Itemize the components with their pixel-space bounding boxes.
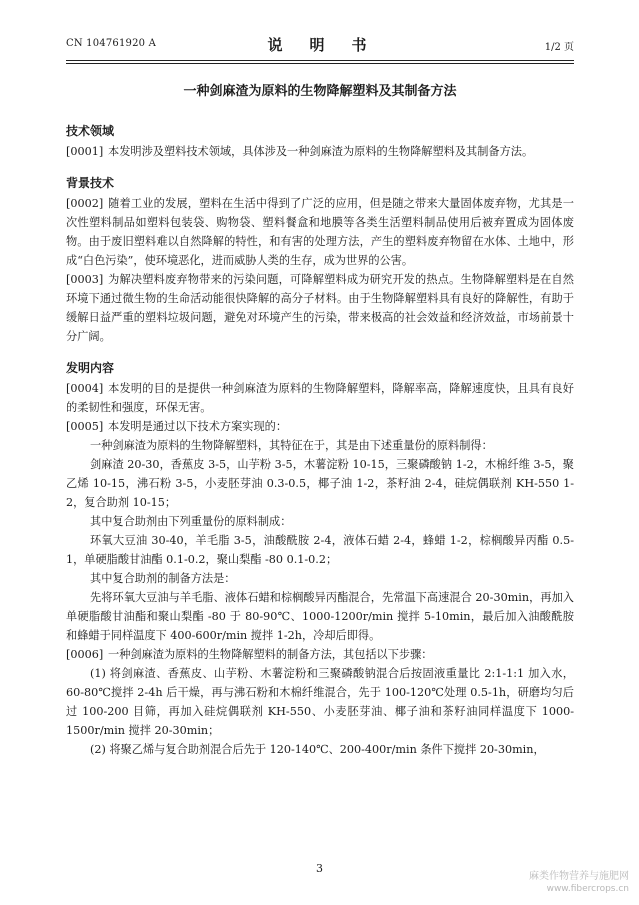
- paragraph-text: 本发明涉及塑料技术领域，具体涉及一种剑麻渣为原料的生物降解塑料及其制备方法。: [108, 145, 534, 158]
- paragraph-0006-step1: (1) 将剑麻渣、香蕉皮、山芋粉、木薯淀粉和三聚磷酸钠混合后按固液重量比 2:1-1:1 加入水，60-80℃搅拌 2-4h 后干燥，再与沸石粉和木棉纤维混合，先于 100-120℃处理 0.5-1h，研磨均匀后过 100-200 目筛，再加入硅烷偶联剂 KH-550、小麦胚芽油、椰子油和茶籽油同样温度下 1000-1500r/min 搅拌 20-30min；: [66, 667, 574, 737]
- paragraph-0006-step2: (2) 将聚乙烯与复合助剂混合后先于 120-140℃、200-400r/min 条件下搅拌 20-30min，: [90, 743, 545, 756]
- paragraph-text: 一种剑麻渣为原料的生物降解塑料的制备方法，其包括以下步骤：: [108, 648, 433, 661]
- paragraph-0001: [66, 142, 574, 161]
- paragraph-number: [0006]: [66, 648, 104, 661]
- paragraph-text: 本发明的目的是提供一种剑麻渣为原料的生物降解塑料，降解率高，降解速度快，且具有良好的柔韧性和强度，环保无害。: [66, 382, 574, 414]
- page-number: 3: [316, 862, 323, 875]
- header-rule-thin: [66, 63, 574, 64]
- paragraph-0003: [66, 270, 574, 346]
- watermark-title: 麻类作物营养与施肥网: [529, 871, 629, 882]
- paragraph-number: [0003]: [66, 273, 104, 286]
- patent-title: 一种剑麻渣为原料的生物降解塑料及其制备方法: [183, 84, 457, 99]
- section-heading-invention: 发明内容: [66, 361, 115, 375]
- paragraph-0004: [66, 379, 574, 417]
- paragraph-text: 随着工业的发展，塑料在生活中得到了广泛的应用，但是随之带来大量固体废弃物，尤其是一次性塑料制品如塑料包装袋、购物袋、塑料餐盒和地膜等各类生活塑料制品使用后被弃置成为固体废物。由于废旧塑料难以自然降解的特性，和有害的处理方法，产生的塑料废弃物留在水体、土地中，形成“白色污染”，使环境恶化，进而威胁人类的生存，成为世界的公害。: [66, 197, 574, 267]
- header-rule-thick: [66, 60, 574, 61]
- paragraph-0005-line2: 其中复合助剂由下列重量份的原料制成：: [90, 515, 292, 528]
- paragraph-0002: [66, 194, 574, 270]
- paragraph-number: [0004]: [66, 382, 104, 395]
- document-type: 说 明 书: [267, 36, 373, 54]
- paragraph-text: 为解决塑料废弃物带来的污染问题，可降解塑料成为研究开发的热点。生物降解塑料是在自然环境下通过微生物的生命活动能很快降解的高分子材料。由于生物降解塑料具有良好的降解性，有助于缓解日益严重的塑料垃圾问题，避免对环境产生的污染，带来极高的社会效益和经济效益，市场前景十分广阔。: [66, 273, 574, 343]
- section-heading-tech-field: 技术领域: [66, 124, 115, 138]
- paragraph-text: 本发明是通过以下技术方案实现的：: [108, 420, 288, 433]
- paragraph-0005-line1: 一种剑麻渣为原料的生物降解塑料，其特征在于，其是由下述重量份的原料制得：: [90, 439, 493, 452]
- page-info: 1/2 页: [544, 42, 574, 53]
- document-body: [66, 120, 574, 759]
- paragraph-number: [0001]: [66, 145, 104, 158]
- paragraph-0005-aux-composition: 环氧大豆油 30-40，羊毛脂 3-5，油酸酰胺 2-4，液体石蜡 2-4，蜂蜡 1-2，棕榈酸异丙酯 0.5-1，单硬脂酸甘油酯 0.1-0.2，聚山梨酯 -80 0.1-0.2；: [66, 534, 574, 566]
- paragraph-number: [0002]: [66, 197, 104, 210]
- paragraph-0006: [66, 645, 574, 664]
- paragraph-0005-aux-method: 先将环氧大豆油与羊毛脂、液体石蜡和棕榈酸异丙酯混合，先常温下高速混合 20-30min，再加入单硬脂酸甘油酯和聚山梨酯 -80 于 80-90℃、1000-1200r/min 搅拌 5-10min，最后加入油酸酰胺和蜂蜡于同样温度下 400-600r/min 搅拌 1-2h，冷却后即得。: [66, 591, 574, 642]
- paragraph-0005-line3: 其中复合助剂的制备方法是：: [90, 572, 236, 585]
- paragraph-number: [0005]: [66, 420, 104, 433]
- publication-number: CN 104761920 A: [66, 38, 157, 49]
- paragraph-0005: [66, 417, 574, 436]
- watermark: [529, 871, 629, 895]
- page-header: [66, 34, 574, 56]
- paragraph-0005-formula: 剑麻渣 20-30，香蕉皮 3-5，山芋粉 3-5，木薯淀粉 10-15，三聚磷酸钠 1-2，木棉纤维 3-5，聚乙烯 10-15，沸石粉 3-5，小麦胚芽油 0.3-0.5，椰子油 1-2，茶籽油 2-4，硅烷偶联剂 KH-550 1-2，复合助剂 10-15；: [66, 458, 574, 509]
- section-heading-background: 背景技术: [66, 176, 115, 190]
- watermark-site: www.fibercrops.cn: [546, 884, 629, 894]
